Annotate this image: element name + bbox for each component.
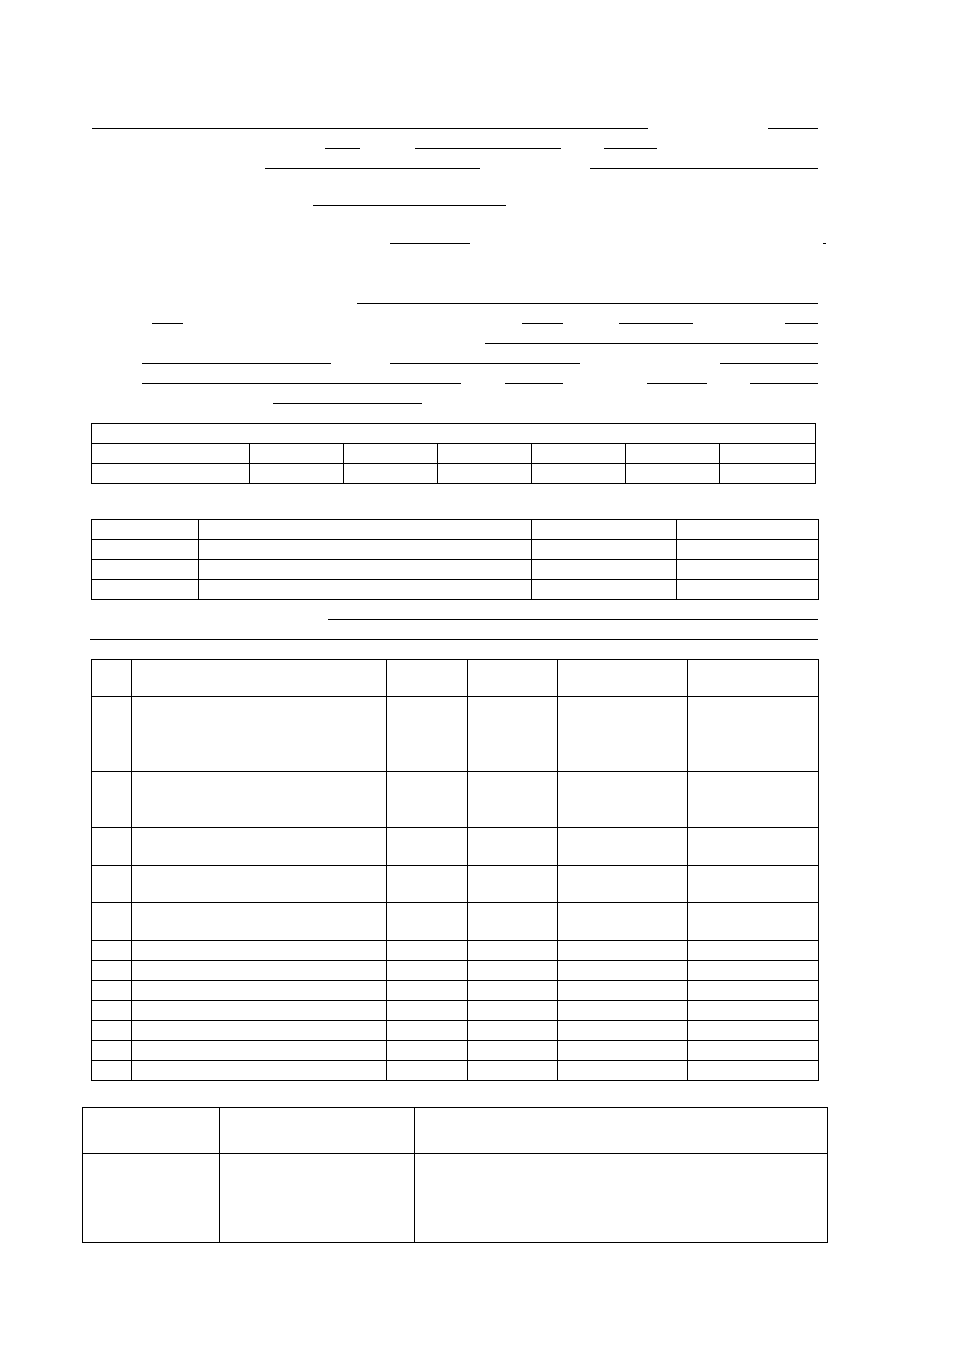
- table-row-label: [92, 464, 250, 484]
- fill-line[interactable]: [328, 619, 818, 620]
- table-cell[interactable]: [532, 444, 626, 464]
- table-row: [92, 464, 816, 484]
- table-cell[interactable]: [92, 1061, 132, 1081]
- table-cell[interactable]: [558, 981, 688, 1001]
- table-cell[interactable]: [132, 772, 387, 828]
- table-cell[interactable]: [688, 1061, 819, 1081]
- table-cell[interactable]: [199, 540, 532, 560]
- fill-line[interactable]: [273, 403, 422, 404]
- table-cell[interactable]: [387, 1041, 468, 1061]
- table-cell[interactable]: [92, 1001, 132, 1021]
- table-cell[interactable]: [468, 772, 558, 828]
- table-cell[interactable]: [558, 1041, 688, 1061]
- fill-line[interactable]: [390, 363, 580, 364]
- table-row: [92, 540, 819, 560]
- table-cell[interactable]: [468, 961, 558, 981]
- table-cell[interactable]: [92, 1041, 132, 1061]
- fill-line[interactable]: [142, 383, 461, 384]
- table-cell[interactable]: [199, 560, 532, 580]
- table-cell[interactable]: [677, 540, 819, 560]
- table-cell[interactable]: [92, 540, 199, 560]
- signature-cell[interactable]: [220, 1154, 415, 1243]
- table-cell[interactable]: [387, 772, 468, 828]
- table-cell[interactable]: [92, 697, 132, 772]
- table-row: [92, 1021, 819, 1041]
- table-row: [92, 697, 819, 772]
- table-cell[interactable]: [438, 444, 532, 464]
- table-cell[interactable]: [558, 941, 688, 961]
- table-cell[interactable]: [688, 961, 819, 981]
- table-cell[interactable]: [688, 772, 819, 828]
- table-cell[interactable]: [626, 444, 720, 464]
- table-cell[interactable]: [132, 903, 387, 941]
- column-header: [83, 1108, 220, 1154]
- table-row: [92, 941, 819, 961]
- column-header: [132, 660, 387, 697]
- fill-line[interactable]: [92, 128, 648, 129]
- table-row: [92, 981, 819, 1001]
- table-cell[interactable]: [677, 580, 819, 600]
- table-cell[interactable]: [688, 866, 819, 903]
- table-cell[interactable]: [558, 697, 688, 772]
- table-cell[interactable]: [468, 1061, 558, 1081]
- table-cell[interactable]: [387, 697, 468, 772]
- signature-table: [82, 1107, 828, 1243]
- table-cell[interactable]: [688, 1041, 819, 1061]
- table-cell[interactable]: [387, 828, 468, 866]
- fill-line[interactable]: [505, 383, 563, 384]
- table-row: [92, 828, 819, 866]
- table-cell[interactable]: [558, 1001, 688, 1021]
- table-cell[interactable]: [558, 1061, 688, 1081]
- table-cell[interactable]: [688, 828, 819, 866]
- fill-line[interactable]: [647, 383, 707, 384]
- fill-line[interactable]: [390, 243, 470, 244]
- table-cell[interactable]: [468, 697, 558, 772]
- table-cell[interactable]: [558, 866, 688, 903]
- fill-line[interactable]: [522, 323, 563, 324]
- table-cell[interactable]: [626, 464, 720, 484]
- column-header: [558, 660, 688, 697]
- table-cell[interactable]: [387, 1001, 468, 1021]
- table-cell[interactable]: [688, 697, 819, 772]
- column-header: [199, 520, 532, 540]
- fill-line[interactable]: [152, 323, 183, 324]
- column-header: [415, 1108, 828, 1154]
- table-cell[interactable]: [532, 560, 677, 580]
- table-cell[interactable]: [387, 1061, 468, 1081]
- table-row: [92, 580, 819, 600]
- table-cell[interactable]: [344, 464, 438, 484]
- table-cell[interactable]: [558, 1021, 688, 1041]
- signature-cell[interactable]: [415, 1154, 828, 1243]
- table-cell[interactable]: [92, 580, 199, 600]
- table-row: [92, 1041, 819, 1061]
- table-cell[interactable]: [468, 903, 558, 941]
- table-cell[interactable]: [132, 828, 387, 866]
- table-cell[interactable]: [132, 697, 387, 772]
- table-cell[interactable]: [132, 961, 387, 981]
- fill-line[interactable]: [823, 243, 826, 244]
- fill-line[interactable]: [142, 363, 331, 364]
- table-cell[interactable]: [688, 903, 819, 941]
- table-cell[interactable]: [92, 961, 132, 981]
- fill-line[interactable]: [313, 205, 506, 206]
- table-cell[interactable]: [132, 1001, 387, 1021]
- table-cell[interactable]: [532, 540, 677, 560]
- table-cell[interactable]: [387, 981, 468, 1001]
- table-cell[interactable]: [132, 1021, 387, 1041]
- table-cell[interactable]: [688, 941, 819, 961]
- column-header: [677, 520, 819, 540]
- table-cell[interactable]: [387, 941, 468, 961]
- table-cell[interactable]: [92, 941, 132, 961]
- table-cell[interactable]: [532, 464, 626, 484]
- fill-line[interactable]: [768, 128, 818, 129]
- fill-line[interactable]: [720, 363, 818, 364]
- fill-line[interactable]: [604, 148, 657, 149]
- table-cell[interactable]: [387, 1021, 468, 1041]
- column-header: [220, 1108, 415, 1154]
- table-cell[interactable]: [688, 1021, 819, 1041]
- meter-readings-table: [91, 423, 816, 484]
- fill-line[interactable]: [785, 323, 818, 324]
- table-cell[interactable]: [199, 580, 532, 600]
- table-cell[interactable]: [558, 961, 688, 981]
- fill-line[interactable]: [415, 148, 561, 149]
- fill-line[interactable]: [485, 343, 818, 344]
- table-cell[interactable]: [468, 828, 558, 866]
- table-cell[interactable]: [92, 772, 132, 828]
- fill-line[interactable]: [325, 148, 360, 149]
- table-row: [92, 1061, 819, 1081]
- table-cell[interactable]: [688, 981, 819, 1001]
- fill-line[interactable]: [265, 168, 480, 169]
- section-divider: [90, 639, 818, 640]
- signature-cell[interactable]: [83, 1154, 220, 1243]
- table-cell[interactable]: [92, 828, 132, 866]
- column-header: [532, 520, 677, 540]
- items-table: [91, 659, 819, 1081]
- table-cell[interactable]: [558, 903, 688, 941]
- table-cell[interactable]: [132, 981, 387, 1001]
- table-header-row: [92, 424, 816, 444]
- table-cell[interactable]: [132, 866, 387, 903]
- table-row: [92, 866, 819, 903]
- table-cell[interactable]: [558, 772, 688, 828]
- table-cell[interactable]: [532, 580, 677, 600]
- column-header: [92, 520, 199, 540]
- table-cell[interactable]: [132, 1041, 387, 1061]
- table-cell[interactable]: [250, 464, 344, 484]
- column-header: [688, 660, 819, 697]
- table-cell[interactable]: [387, 961, 468, 981]
- table-cell[interactable]: [438, 464, 532, 484]
- table-cell[interactable]: [92, 1021, 132, 1041]
- table-cell[interactable]: [468, 1041, 558, 1061]
- column-header: [468, 660, 558, 697]
- table-cell[interactable]: [720, 464, 816, 484]
- table-cell[interactable]: [92, 560, 199, 580]
- table-cell[interactable]: [468, 1021, 558, 1041]
- fill-line[interactable]: [590, 168, 818, 169]
- table-cell[interactable]: [250, 444, 344, 464]
- table-row: [92, 961, 819, 981]
- table-cell[interactable]: [132, 941, 387, 961]
- column-header: [387, 660, 468, 697]
- table-cell[interactable]: [92, 903, 132, 941]
- table-cell[interactable]: [468, 1001, 558, 1021]
- table-cell[interactable]: [688, 1001, 819, 1021]
- table-header-row: [83, 1108, 828, 1154]
- table-cell[interactable]: [387, 866, 468, 903]
- table-cell[interactable]: [132, 1061, 387, 1081]
- column-header: [92, 660, 132, 697]
- table-row: [92, 560, 819, 580]
- fill-line[interactable]: [619, 323, 693, 324]
- table-cell[interactable]: [92, 981, 132, 1001]
- parties-table: [91, 519, 819, 600]
- table-cell[interactable]: [468, 866, 558, 903]
- table-row: [83, 1154, 828, 1243]
- table-cell[interactable]: [92, 444, 250, 464]
- table-cell[interactable]: [344, 444, 438, 464]
- table-cell[interactable]: [677, 560, 819, 580]
- table-cell[interactable]: [387, 903, 468, 941]
- table-row: [92, 772, 819, 828]
- table-row: [92, 444, 816, 464]
- table-row: [92, 1001, 819, 1021]
- table-cell[interactable]: [468, 941, 558, 961]
- table-cell[interactable]: [558, 828, 688, 866]
- table-cell[interactable]: [468, 981, 558, 1001]
- table-row: [92, 903, 819, 941]
- table-header-row: [92, 660, 819, 697]
- table-cell[interactable]: [720, 444, 816, 464]
- table-title-cell: [92, 424, 816, 444]
- table-cell[interactable]: [92, 866, 132, 903]
- fill-line[interactable]: [750, 383, 818, 384]
- fill-line[interactable]: [357, 303, 818, 304]
- table-header-row: [92, 520, 819, 540]
